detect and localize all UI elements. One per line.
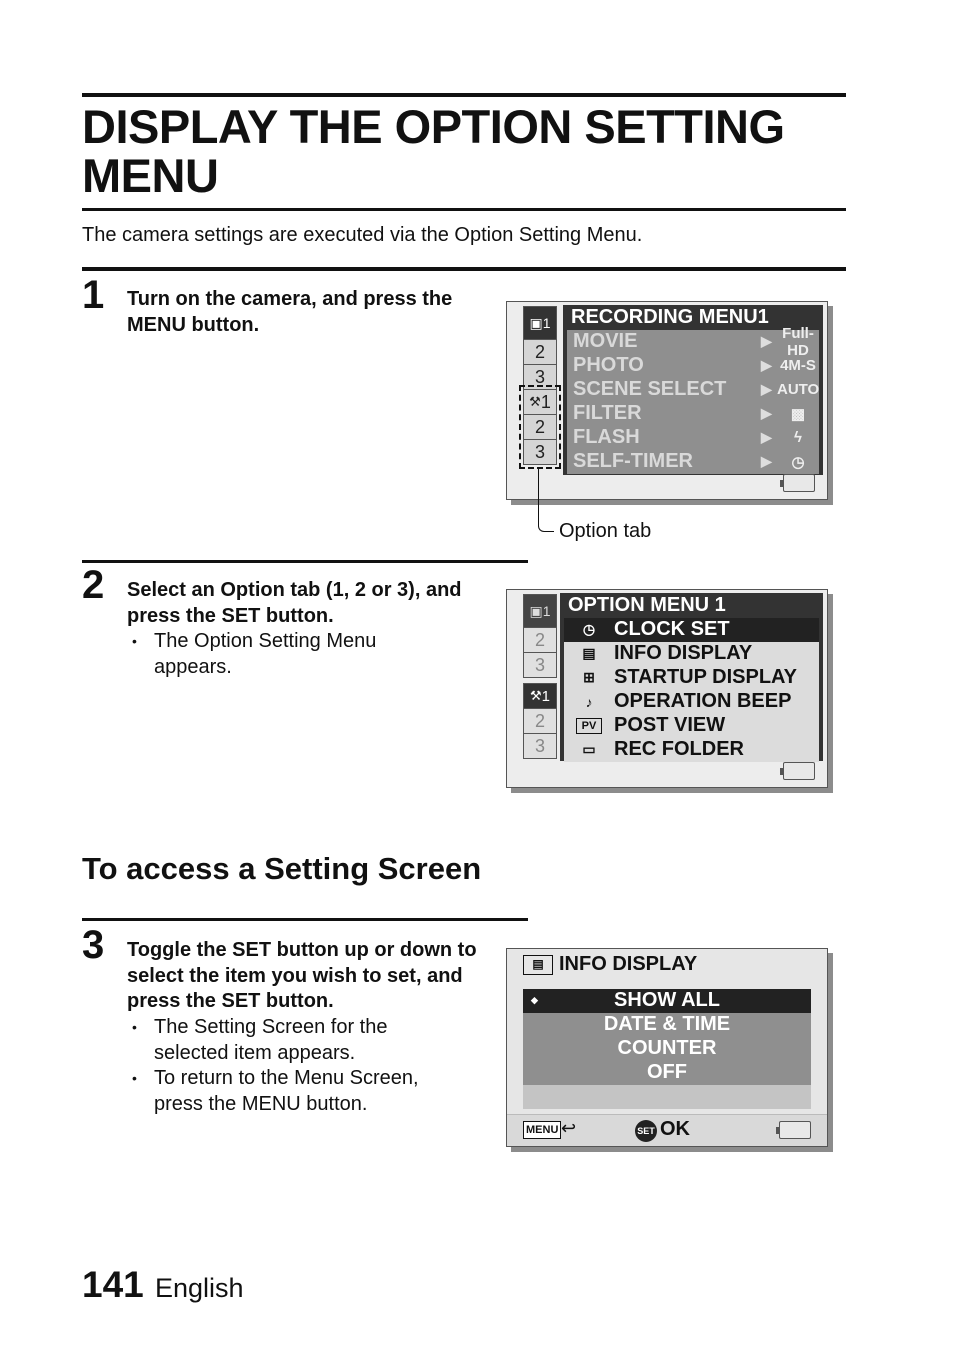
camera-icon: ▣ (529, 602, 543, 619)
title-rule (82, 208, 846, 211)
option-off: OFF (523, 1061, 811, 1085)
step-number: 3 (82, 923, 105, 967)
menu-item-photo: PHOTO ▶ 4M-S (567, 354, 819, 378)
menu-tabs (523, 594, 557, 758)
info-display-icon: ▤ (523, 955, 553, 975)
arrow-right-icon: ▶ (761, 405, 772, 422)
recording-tab-3: 3 (523, 364, 557, 390)
option-menu (560, 593, 823, 761)
info-display-screen (506, 948, 828, 1147)
wrench-icon: ⚒ (529, 394, 541, 409)
arrow-right-icon: ▶ (761, 381, 772, 398)
battery-icon (783, 762, 815, 780)
recording-tab-2: 2 (523, 627, 557, 653)
menu-item-operation-beep: ♪ OPERATION BEEP (564, 690, 819, 714)
folder-icon: ▭ (582, 741, 596, 758)
recording-tab-3: 3 (523, 652, 557, 678)
info-display-icon: ▤ (582, 645, 596, 662)
arrow-right-icon: ▶ (761, 357, 772, 374)
step-heading: Turn on the camera, and press the MENU button. (127, 288, 453, 336)
option-tab-callout: Option tab (559, 520, 652, 542)
menu-title: OPTION MENU 1 (568, 594, 726, 616)
section-heading: To access a Setting Screen (82, 851, 482, 886)
post-view-icon: PV (576, 718, 602, 734)
arrow-right-icon: ▶ (761, 429, 772, 446)
recording-menu-screen (506, 301, 828, 500)
menu-item-self-timer: SELF-TIMER ▶ ◷ (567, 450, 819, 474)
camera-icon: ▣ (529, 314, 543, 331)
bullet-item: • The Setting Screen for the selected item appears. (127, 1015, 467, 1066)
camera-tab: ▣ 1 (523, 306, 557, 340)
battery-icon (779, 1121, 811, 1139)
return-icon: ↩ (561, 1118, 577, 1138)
timer-icon: ◷ (791, 453, 805, 471)
recording-menu (563, 305, 823, 475)
flash-icon: ϟ (794, 429, 802, 447)
setting-title: ▤ INFO DISPLAY (523, 953, 697, 976)
option-tab-3: 3 (523, 439, 557, 465)
menu-item-clock-set: ◷ CLOCK SET (564, 618, 819, 642)
menu-items (564, 618, 819, 762)
step-heading: Toggle the SET button up or down to select the item you wish to set, and press the SET button. (127, 939, 477, 1012)
startup-display-icon: ⊞ (583, 669, 595, 686)
option-counter: COUNTER (523, 1037, 811, 1061)
setting-options (523, 989, 811, 1109)
camera-tab: ▣ 1 (523, 594, 557, 628)
menu-item-post-view: PV POST VIEW (564, 714, 819, 738)
bullet-item: • To return to the Menu Screen, press the MENU button. (127, 1066, 467, 1117)
step-heading: Select an Option tab (1, 2 or 3), and press the SET button. (127, 579, 462, 627)
menu-item-filter: FILTER ▶ ▩ (567, 402, 819, 426)
option-menu-screen (506, 589, 828, 788)
step2-rule (82, 560, 528, 563)
option-tab-group (523, 389, 557, 465)
recording-tab-2: 2 (523, 339, 557, 365)
callout-line (538, 468, 554, 532)
empty-row (523, 1085, 811, 1109)
page-number: 141 (82, 1264, 144, 1305)
step-number: 1 (82, 273, 105, 317)
clock-icon: ◷ (582, 621, 596, 638)
filter-icon: ▩ (790, 405, 806, 423)
ok-label: OK (660, 1118, 690, 1140)
wrench-icon: ⚒ (530, 688, 542, 703)
menu-item-flash: FLASH ▶ ϟ (567, 426, 819, 450)
battery-icon (783, 474, 815, 492)
intro-text: The camera settings are executed via the Option Setting Menu. (82, 224, 643, 246)
menu-item-movie: MOVIE ▶ Full-HD (567, 330, 819, 354)
arrow-right-icon: ▶ (761, 333, 772, 350)
top-rule (82, 93, 846, 97)
step-bullets (127, 629, 427, 680)
menu-item-scene-select: SCENE SELECT ▶ AUTO (567, 378, 819, 402)
menu-button-icon: MENU (523, 1121, 561, 1139)
bullet-item: • The Option Setting Menu appears. (127, 629, 427, 680)
option-tab-1: ⚒ 1 (523, 389, 557, 415)
option-tab-2: 2 (523, 708, 557, 734)
screen-footer (507, 1114, 827, 1146)
step1-rule (82, 267, 846, 271)
arrow-right-icon: ▶ (761, 453, 772, 470)
option-tab-1: ⚒ 1 (523, 683, 557, 709)
option-show-all: ◆ SHOW ALL (523, 989, 811, 1013)
page-title: DISPLAY THE OPTION SETTING MENU (82, 100, 785, 202)
menu-items (567, 324, 820, 474)
step-number: 2 (82, 563, 105, 607)
set-button-icon: SET (635, 1120, 657, 1142)
option-tab-2: 2 (523, 414, 557, 440)
menu-item-startup-display: ⊞ STARTUP DISPLAY (564, 666, 819, 690)
option-date-time: DATE & TIME (523, 1013, 811, 1037)
option-tab-3: 3 (523, 733, 557, 759)
menu-item-info-display: ▤ INFO DISPLAY (564, 642, 819, 666)
step3-rule (82, 918, 528, 921)
menu-item-rec-folder: ▭ REC FOLDER (564, 738, 819, 762)
menu-tabs (523, 306, 557, 464)
menu-title: RECORDING MENU1 (571, 306, 769, 328)
step-bullets (127, 1015, 467, 1117)
page-language: English (155, 1273, 244, 1303)
beep-icon: ♪ (585, 693, 593, 710)
